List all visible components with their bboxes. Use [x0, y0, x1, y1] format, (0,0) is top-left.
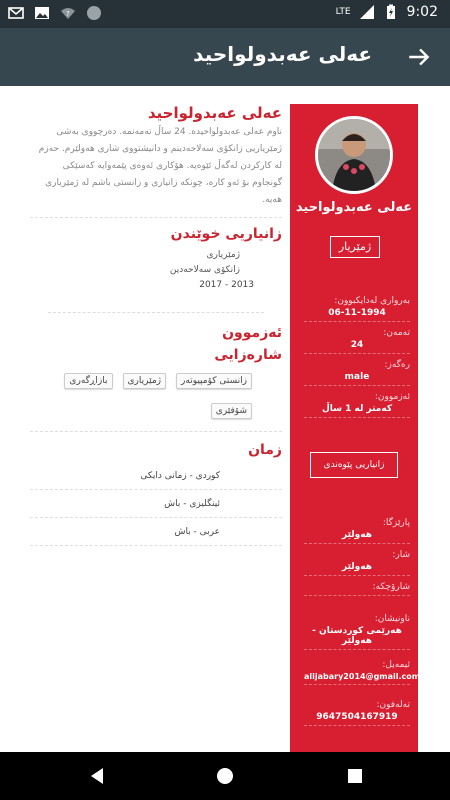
email-value[interactable]: alijabary2014@gmail.com: [304, 672, 421, 681]
image-icon: [34, 5, 50, 21]
city-field: [304, 550, 410, 576]
education-university: زانکۆی سەلاحەدین: [169, 265, 240, 275]
age-label: تەمەن:: [383, 328, 410, 338]
svg-text:?: ?: [66, 10, 70, 18]
province-value: هەولێر: [342, 530, 372, 540]
wifi-question-icon: [60, 5, 76, 21]
gender-value: male: [344, 372, 370, 382]
recents-square-icon[interactable]: [345, 766, 365, 786]
divider: [48, 312, 264, 313]
address-value: هەرێمی کوردستان - هەولێر: [312, 626, 402, 646]
navigation-bar: [0, 752, 450, 800]
divider: [30, 217, 282, 218]
back-triangle-icon[interactable]: [88, 766, 108, 786]
gender-field: [304, 360, 410, 386]
skills-heading: شارەزایی: [214, 347, 282, 363]
phone-value[interactable]: 9647504167919: [316, 712, 398, 722]
age-value: 24: [350, 340, 364, 350]
languages-heading: زمان: [248, 442, 282, 458]
experience-heading: ئەزموون: [222, 325, 282, 341]
sync-circle-icon: [86, 5, 102, 21]
app-bar-title: عەلی عەبدولواحید: [193, 42, 372, 66]
main-name: عەلی عەبدولواحید: [147, 104, 282, 122]
skill-chip: بازاڕگەری: [64, 373, 112, 389]
skills-list-row-2: [30, 403, 282, 419]
language-item: کوردی - زمانی دایکی: [30, 462, 282, 490]
skill-chip: زانستی کۆمپیوتەر: [176, 373, 252, 389]
birth-date-field: [304, 296, 410, 322]
experience-label: ئەزموون:: [374, 392, 410, 402]
address-field: [304, 614, 410, 650]
network-type: LTE: [335, 7, 351, 17]
phone-field: [304, 700, 410, 726]
arrow-right-icon[interactable]: [406, 44, 432, 70]
district-label: شارۆچکە:: [372, 582, 410, 592]
gender-label: رەگەز:: [384, 360, 410, 370]
clock: 9:02: [406, 4, 438, 20]
contact-info-button[interactable]: زانیاریی پێوەندی: [310, 452, 398, 478]
cv-main-column: [30, 104, 282, 546]
education-heading: زانیاریی خوێندن: [170, 226, 282, 242]
cv-content[interactable]: [0, 86, 450, 752]
app-bar: [0, 28, 450, 86]
job-title-badge: ژمێریار: [330, 236, 380, 258]
birth-date-label: بەرواری لەدایکبوون:: [334, 296, 410, 306]
sidebar-name: عەلی عەبدولواحید: [295, 200, 413, 215]
skill-chip: شۆفێری: [211, 403, 252, 419]
gmail-icon: [8, 5, 24, 21]
skills-list: [30, 373, 282, 389]
experience-field: [304, 392, 410, 418]
experience-value: کەمتر لە 1 ساڵ: [321, 404, 393, 414]
age-field: [304, 328, 410, 354]
battery-charging-icon: [383, 4, 399, 20]
language-item: ئینگلیزی - باش: [30, 490, 282, 518]
education-major: ژمێریاری: [206, 250, 240, 260]
language-item: عربی - باش: [30, 518, 282, 546]
district-field: [304, 582, 410, 596]
birth-date-value: 06-11-1994: [328, 308, 386, 318]
languages-list: [30, 462, 282, 546]
home-circle-icon[interactable]: [215, 766, 235, 786]
phone-label: تەلەفون:: [376, 700, 410, 710]
email-label: ئیمەیل:: [382, 660, 410, 670]
province-label: پارێزگا:: [382, 518, 410, 528]
divider: [30, 431, 282, 432]
education-years: 2017 - 2013: [199, 280, 254, 290]
email-field: [304, 660, 421, 685]
skill-chip: ژمێریاری: [123, 373, 167, 389]
province-field: [304, 518, 410, 544]
bio-text: ناوم عەلی عەبدولواحیدە. 24 ساڵ تەمەنمە. دەرچووی بەشی ژمێریاریی زانکۆی سەلاحەدینم و دانیشتووی شاری هەولێرم. حەزم لە کارکردن لەگەڵ ئێوەیە. هۆکاری ئەوەی پێمەوایە کەسێکی گونجاوم بۆ ئەو کارە، چونکە زانیاری و زانستی باشم لە ژمێریاری هەیە.: [38, 127, 282, 205]
address-label: ناونیشان:: [374, 614, 410, 624]
profile-sidebar: [290, 104, 421, 752]
avatar: [315, 116, 393, 194]
status-bar: [0, 0, 450, 28]
city-value: هەولێر: [342, 562, 372, 572]
signal-icon: [359, 4, 375, 20]
city-label: شار:: [392, 550, 410, 560]
